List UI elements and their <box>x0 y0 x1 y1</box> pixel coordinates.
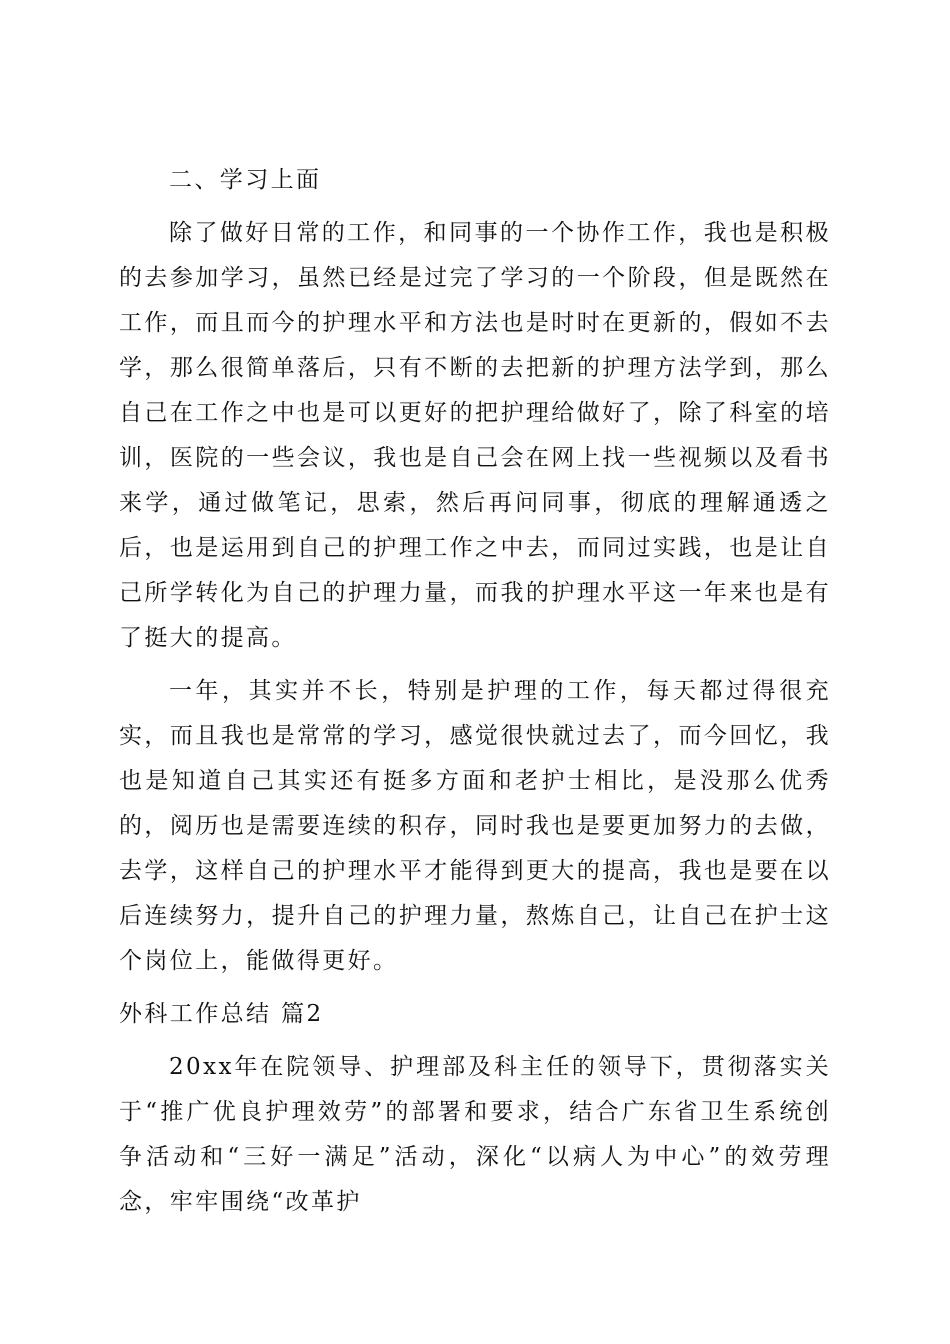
paragraph: 一年，其实并不长，特别是护理的工作，每天都过得很充实，而且我也是常常的学习，感觉很快就过去了，而今回忆，我也是知道自己其实还有挺多方面和老护士相比，是没那么优秀的，阅历也是需要连续的积存，同时我也是要更加努力的去做，去学，这样自己的护理水平才能得到更大的提高，我也是要在以后连续努力，提升自己的护理力量，熬炼自己，让自己在护士这个岗位上，能做得更好。 <box>119 678 831 974</box>
paragraph: 除了做好日常的工作，和同事的一个协作工作，我也是积极的去参加学习，虽然已经是过完了学习的一个阶段，但是既然在工作，而且而今的护理水平和方法也是时时在更新的，假如不去学，那么很简单落后，只有不断的去把新的护理方法学到，那么自己在工作之中也是可以更好的把护理给做好了，除了科室的培训，医院的一些会议，我也是自己会在网上找一些视频以及看书来学，通过做笔记，思索，然后再问同事，彻底的理解通透之后，也是运用到自己的护理工作之中去，而同过实践，也是让自己所学转化为自己的护理力量，而我的护理水平这一年来也是有了挺大的提高。 <box>119 220 831 651</box>
document-body <box>119 158 831 1233</box>
section-title: 外科工作总结 篇2 <box>119 1001 324 1027</box>
paragraph: 20xx年在院领导、护理部及科主任的领导下，贯彻落实关于“推广优良护理效劳”的部署和要求，结合广东省卫生系统创争活动和“三好一满足”活动，深化“以病人为中心”的效劳理念，牢牢围绕“改革护 <box>119 1054 831 1215</box>
section-heading-study: 二、学习上面 <box>169 167 322 193</box>
